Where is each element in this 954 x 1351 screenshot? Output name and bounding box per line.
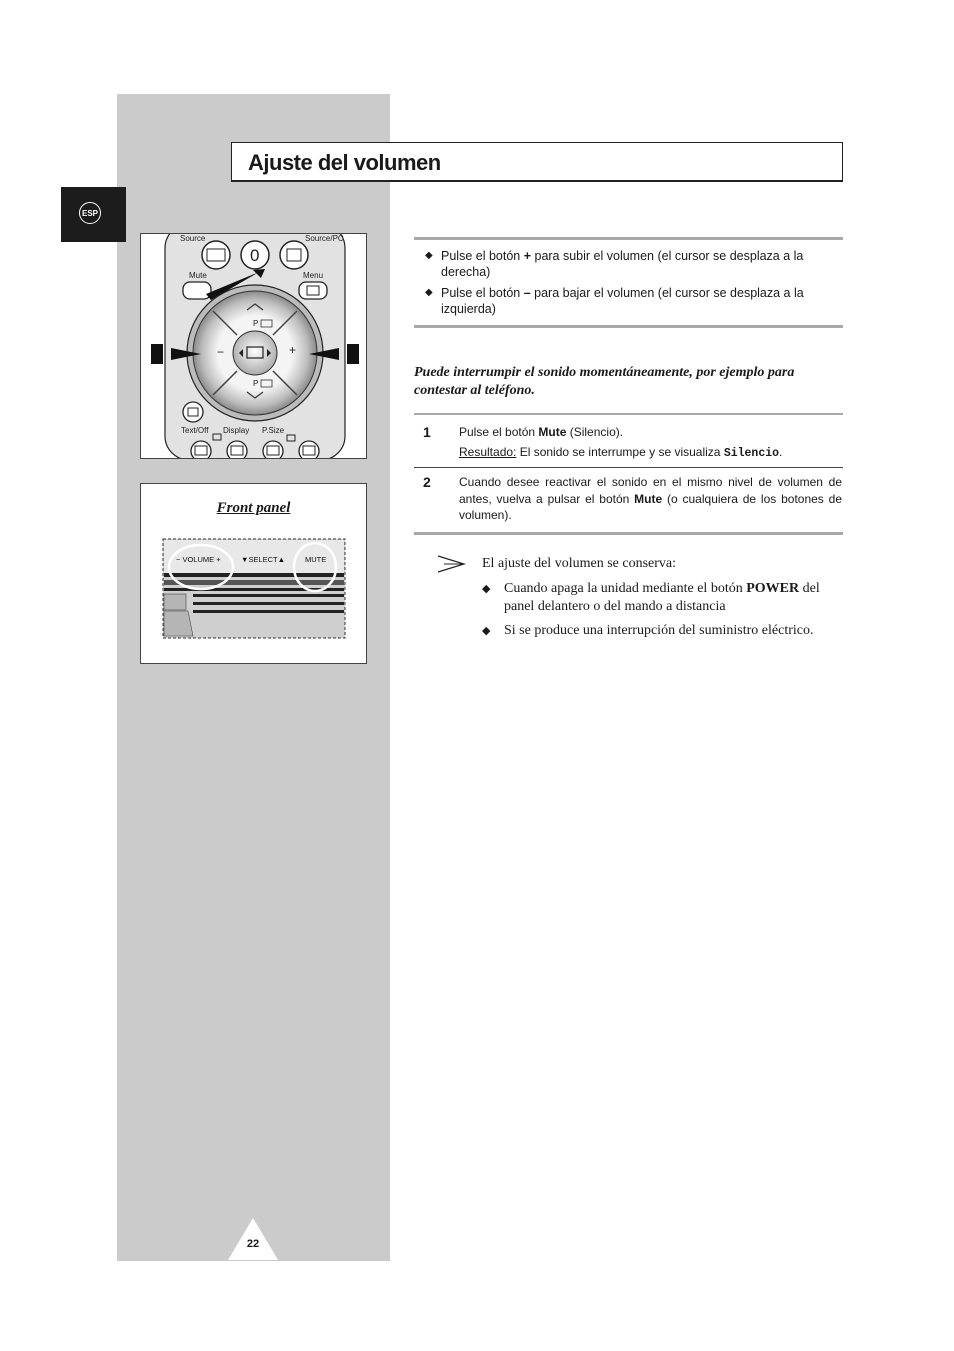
select-label: ▼SELECT▲ <box>241 555 286 564</box>
diamond-icon: ◆ <box>482 583 491 595</box>
page-number: 22 <box>246 1238 260 1250</box>
p-down-label: P <box>253 379 259 388</box>
pointer-left-block <box>151 344 163 364</box>
bullet-volume-up: ◆ Pulse el botón + para subir el volumen (el cursor se desplaza a la derecha) <box>425 249 804 279</box>
footnote-intro: El ajuste del volumen se conserva: <box>482 556 676 571</box>
divider-steps-top <box>414 413 843 415</box>
minus-label: − <box>217 345 225 359</box>
step-1-text: Pulse el botón Mute (Silencio). Resultado: El sonido se interrumpe y se visualiza Silencio. <box>459 425 783 460</box>
front-panel-title: Front panel <box>216 500 291 516</box>
zero-label: 0 <box>250 246 260 265</box>
step-number-2: 2 <box>423 474 431 490</box>
page-title: Ajuste del volumen <box>248 150 441 175</box>
display-button <box>227 441 247 459</box>
extra-button <box>299 441 319 459</box>
diamond-icon: ◆ <box>425 250 433 261</box>
source-pc-label: Source/PC <box>305 234 344 243</box>
menu-button <box>299 282 327 299</box>
divider-steps-middle <box>414 467 843 468</box>
teletext-button <box>183 402 203 422</box>
footnote-list <box>482 580 842 646</box>
footnote-item: ◆ Si se produce una interrupción del suministro eléctrico. <box>482 623 814 638</box>
remote-drawing <box>141 234 367 459</box>
source-pc-button <box>280 241 308 269</box>
divider-steps-bottom <box>414 532 843 535</box>
diamond-icon: ◆ <box>425 287 433 298</box>
text-off-label: Text/Off <box>181 426 209 435</box>
step-2-text: Cuando desee reactivar el sonido en el mismo nivel de volumen de antes, vuelva a pulsar el botón Mute (o cualquiera de los botones de volumen). <box>459 475 842 522</box>
divider-top <box>414 237 843 240</box>
volume-bullets <box>425 248 835 322</box>
mute-panel-label: MUTE <box>305 555 327 564</box>
mute-label: Mute <box>189 271 207 280</box>
text-off-button <box>191 441 211 459</box>
title-box <box>231 142 843 182</box>
bullet-volume-down: ◆ Pulse el botón – para bajar el volumen (el cursor se desplaza a la izquierda) <box>425 286 804 316</box>
source-button <box>202 241 230 269</box>
divider-bullets-bottom <box>414 325 843 328</box>
psize-button <box>263 441 283 459</box>
language-tab-label: ESP <box>79 202 101 224</box>
front-panel-illustration <box>140 483 367 664</box>
volume-label: − VOLUME + <box>176 555 221 564</box>
psize-label: P.Size <box>262 426 285 435</box>
language-tab <box>61 187 126 242</box>
diamond-icon: ◆ <box>482 625 491 637</box>
p-up-label: P <box>253 319 259 328</box>
footnote-item: ◆ Cuando apaga la unidad mediante el botón POWER del panel delantero o del mando a distancia <box>482 581 820 614</box>
pointer-right-block <box>347 344 359 364</box>
front-panel-drawing <box>141 484 368 665</box>
remote-illustration <box>140 233 367 459</box>
note-arrow-icon <box>436 554 466 574</box>
plus-label: + <box>289 343 297 357</box>
mute-note: Puede interrumpir el sonido momentáneamente, por ejemplo para contestar al teléfono. <box>414 365 795 398</box>
menu-label: Menu <box>303 271 324 280</box>
mute-button <box>183 282 211 299</box>
step-number-1: 1 <box>423 424 431 440</box>
display-label: Display <box>223 426 250 435</box>
source-label: Source <box>180 234 206 243</box>
